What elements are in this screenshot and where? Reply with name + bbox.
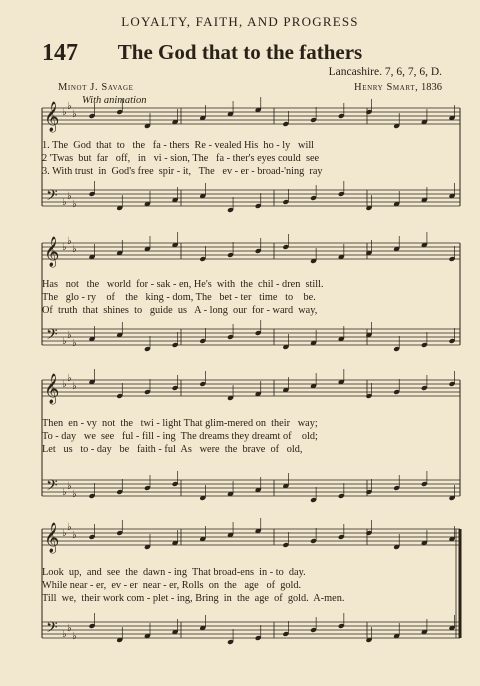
lyric-line: 1. The God that to the fa - thers Re - vealed His ho - ly will bbox=[42, 140, 315, 151]
flat-icon: ♭ bbox=[72, 338, 77, 349]
flat-icon: ♭ bbox=[62, 528, 67, 539]
composer-name: Henry Smart, bbox=[354, 82, 419, 93]
flat-icon: ♭ bbox=[72, 244, 77, 255]
flat-icon: ♭ bbox=[62, 379, 67, 390]
flat-icon: ♭ bbox=[62, 197, 67, 208]
flat-icon: ♭ bbox=[62, 242, 67, 253]
lyric-line: Then en - vy not the twi - light That glim-mered on their way; bbox=[42, 418, 318, 429]
flat-icon: ♭ bbox=[67, 191, 72, 202]
lyric-line: Let us to - day be faith - ful As were the brave of old, bbox=[42, 444, 303, 455]
treble-clef-icon: 𝄞 bbox=[44, 102, 60, 132]
section-title: LOYALTY, FAITH, AND PROGRESS bbox=[121, 14, 359, 29]
composer-year: 1836 bbox=[421, 82, 442, 93]
treble-clef-icon: 𝄞 bbox=[44, 237, 60, 267]
flat-icon: ♭ bbox=[62, 487, 67, 498]
flat-icon: ♭ bbox=[67, 101, 72, 112]
flat-icon: ♭ bbox=[72, 199, 77, 210]
treble-clef-icon: 𝄞 bbox=[44, 523, 60, 553]
flat-icon: ♭ bbox=[72, 631, 77, 642]
tune-name: Lancashire. 7, 6, 7, 6, D. bbox=[328, 66, 442, 78]
lyric-line: To - day we see ful - fill - ing The dreams they dreamt of old; bbox=[42, 431, 318, 442]
lyric-line: The glo - ry of the king - dom, The bet - ter time to be. bbox=[42, 292, 316, 303]
flat-icon: ♭ bbox=[67, 236, 72, 247]
flat-icon: ♭ bbox=[72, 109, 77, 120]
bass-clef-icon: 𝄢 bbox=[46, 619, 58, 640]
flat-icon: ♭ bbox=[67, 330, 72, 341]
hymn-number: 147 bbox=[42, 40, 78, 66]
lyric-line: 2 'Twas but far off, in vi - sion, The fa - ther's eyes could see bbox=[42, 153, 320, 164]
lyric-line: Has not the world for - sak - en, He's with the chil - dren still. bbox=[42, 279, 324, 290]
tempo-marking: With animation bbox=[82, 95, 147, 106]
lyric-line: Look up, and see the dawn - ing That broad-ens in - to day. bbox=[42, 567, 306, 578]
flat-icon: ♭ bbox=[67, 373, 72, 384]
lyric-line: While near - er, ev - er near - er, Rolls on the age of gold. bbox=[42, 580, 302, 591]
flat-icon: ♭ bbox=[72, 489, 77, 500]
lyric-line: 3. With trust in God's free spir - it, The ev - er - broad-'ning ray bbox=[42, 166, 323, 177]
flat-icon: ♭ bbox=[67, 481, 72, 492]
flat-icon: ♭ bbox=[67, 522, 72, 533]
author-name: Minot J. Savage bbox=[58, 82, 134, 93]
flat-icon: ♭ bbox=[62, 107, 67, 118]
lyric-line: Of truth that shines to guide us A - long our for - ward way, bbox=[42, 305, 318, 316]
flat-icon: ♭ bbox=[62, 629, 67, 640]
bass-clef-icon: 𝄢 bbox=[46, 187, 58, 208]
lyric-line: Till we, their work com - plet - ing, Bring in the age of gold. A-men. bbox=[42, 593, 345, 604]
bass-clef-icon: 𝄢 bbox=[46, 477, 58, 498]
treble-clef-icon: 𝄞 bbox=[44, 374, 60, 404]
flat-icon: ♭ bbox=[72, 381, 77, 392]
flat-icon: ♭ bbox=[67, 623, 72, 634]
hymn-title: The God that to the fathers bbox=[117, 40, 363, 64]
bass-clef-icon: 𝄢 bbox=[46, 326, 58, 347]
flat-icon: ♭ bbox=[72, 530, 77, 541]
flat-icon: ♭ bbox=[62, 336, 67, 347]
